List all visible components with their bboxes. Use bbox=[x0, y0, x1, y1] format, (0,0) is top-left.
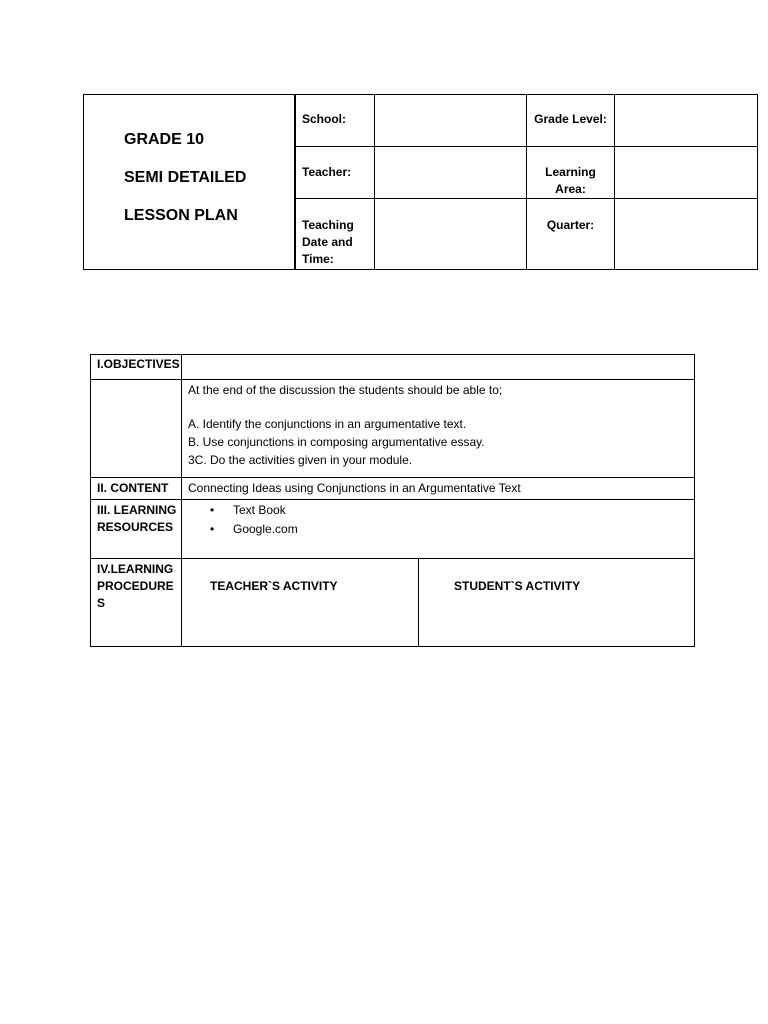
resource-item-textbook: Text Book bbox=[233, 503, 286, 517]
title-line-3: LESSON PLAN bbox=[124, 207, 238, 224]
teacher-label: Teacher: bbox=[302, 165, 352, 179]
plan-right-border bbox=[694, 354, 695, 647]
header-right-border bbox=[757, 94, 758, 270]
teacher-activity-heading: TEACHER`S ACTIVITY bbox=[210, 579, 338, 593]
school-label: School: bbox=[302, 112, 346, 126]
objective-item-a: A. Identify the conjunctions in an argumentative text. bbox=[188, 417, 467, 431]
header-left-border bbox=[83, 94, 84, 270]
resource-bullet-1: • bbox=[210, 503, 215, 517]
header-bottom-border bbox=[83, 269, 758, 270]
grade-level-value bbox=[615, 95, 757, 146]
content-text: Connecting Ideas using Conjunctions in an Argumentative Text bbox=[188, 481, 521, 495]
plan-row-divider-2 bbox=[90, 477, 695, 478]
plan-row-divider-1 bbox=[90, 379, 695, 380]
student-activity-heading: STUDENT`S ACTIVITY bbox=[454, 579, 581, 593]
procedures-label-line-2: PROCEDURE bbox=[97, 579, 174, 593]
header-divider-title bbox=[294, 94, 296, 270]
objective-item-b: B. Use conjunctions in composing argumentative essay. bbox=[188, 435, 485, 449]
procedures-label-line-1: IV.LEARNING bbox=[97, 562, 174, 576]
teaching-date-label bbox=[302, 217, 354, 268]
title-line-1: GRADE 10 bbox=[124, 131, 205, 148]
quarter-label: Quarter: bbox=[546, 218, 595, 232]
teaching-date-value bbox=[375, 199, 526, 269]
resource-bullet-2: • bbox=[210, 522, 215, 536]
title-line-2: SEMI DETAILED bbox=[124, 169, 247, 186]
objectives-intro: At the end of the discussion the students should be able to; bbox=[188, 383, 503, 397]
plan-left-border bbox=[90, 354, 91, 647]
objectives-label: I.OBJECTIVES bbox=[97, 357, 180, 371]
procedures-label bbox=[97, 561, 174, 612]
content-label: II. CONTENT bbox=[97, 481, 169, 495]
plan-column-divider bbox=[181, 354, 182, 647]
plan-row-divider-3 bbox=[90, 499, 695, 500]
resources-label-line-2: RESOURCES bbox=[97, 520, 174, 534]
grade-level-label: Grade Level: bbox=[534, 112, 607, 126]
learning-area-value bbox=[615, 147, 757, 198]
objective-item-c: 3C. Do the activities given in your module. bbox=[188, 453, 413, 467]
activity-column-divider bbox=[418, 558, 419, 647]
resources-label bbox=[97, 502, 176, 536]
teaching-date-label-line-2: Date and bbox=[302, 235, 353, 249]
plan-row-divider-4 bbox=[90, 558, 695, 559]
learning-area-label bbox=[527, 164, 614, 198]
teaching-date-label-line-3: Time: bbox=[302, 252, 334, 266]
learning-area-label-line-2: Area: bbox=[555, 182, 586, 196]
school-value bbox=[375, 95, 526, 146]
quarter-value bbox=[615, 199, 757, 269]
teacher-value bbox=[375, 147, 526, 198]
resource-item-google: Google.com bbox=[233, 522, 298, 536]
resources-label-line-1: III. LEARNING bbox=[97, 503, 177, 517]
learning-area-label-line-1: Learning bbox=[545, 165, 596, 179]
procedures-label-line-3: S bbox=[97, 596, 106, 610]
teaching-date-label-line-1: Teaching bbox=[302, 218, 354, 232]
